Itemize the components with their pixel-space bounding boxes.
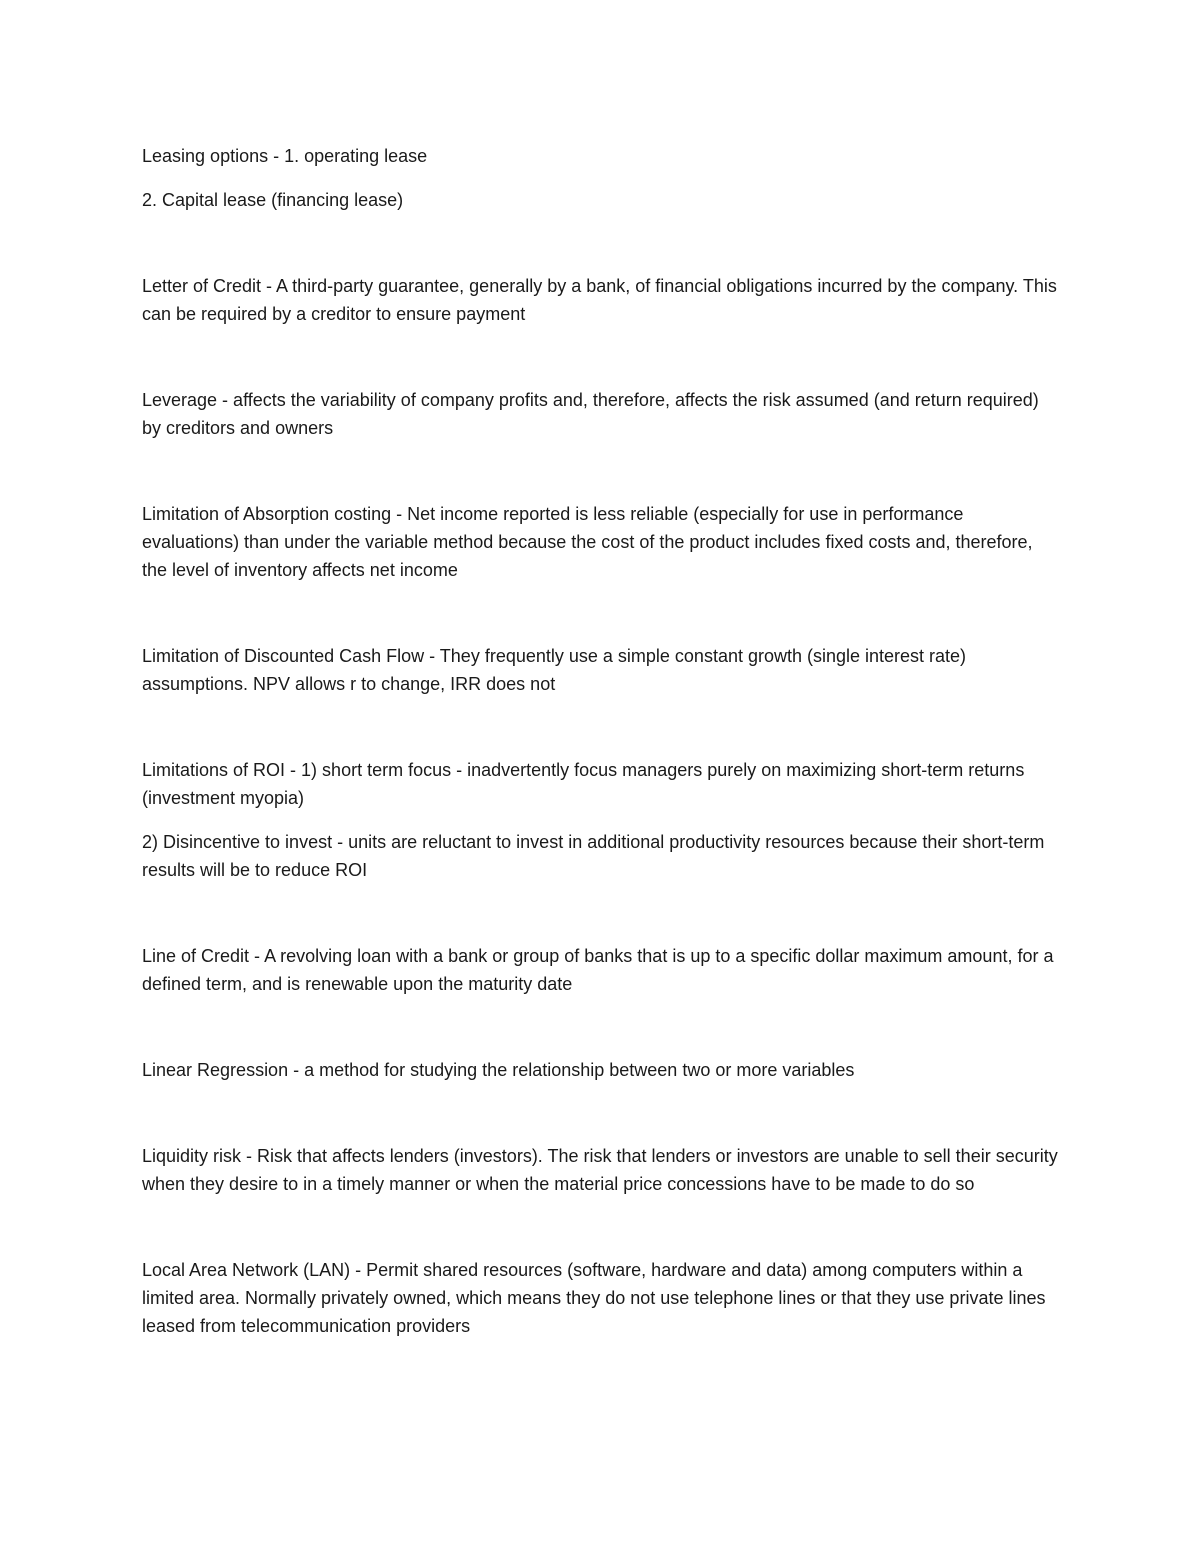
paragraph-limitation-discounted-cash-flow: Limitation of Discounted Cash Flow - They frequently use a simple constant growth (single interest rate) assumptions. NPV allows r to change, IRR does not [142,646,967,694]
paragraph-disincentive-to-invest: 2) Disincentive to invest - units are reluctant to invest in additional productivity resources because their short-term results will be to reduce ROI [142,832,1045,880]
paragraph-letter-of-credit: Letter of Credit - A third-party guarantee, generally by a bank, of financial obligations incurred by the company. This can be required by a creditor to ensure payment [142,276,1057,324]
paragraph-line-of-credit: Line of Credit - A revolving loan with a bank or group of banks that is up to a specific dollar maximum amount, for a defined term, and is renewable upon the maturity date [142,946,1054,994]
paragraph-leasing-options: Leasing options - 1. operating lease [142,146,428,166]
paragraph-leverage: Leverage - affects the variability of company profits and, therefore, affects the risk assumed (and return required) by creditors and owners [142,390,1039,438]
paragraph-limitations-roi: Limitations of ROI - 1) short term focus - inadvertently focus managers purely on maximizing short-term returns (investment myopia) [142,760,1025,808]
paragraph-linear-regression: Linear Regression - a method for studying the relationship between two or more variables [142,1060,855,1080]
paragraph-local-area-network: Local Area Network (LAN) - Permit shared resources (software, hardware and data) among computers within a limited area. Normally privately owned, which means they do not use telephone lines or that they use private lines leased from telecommunication providers [142,1260,1046,1336]
paragraph-limitation-absorption-costing: Limitation of Absorption costing - Net income reported is less reliable (especially for use in performance evaluations) than under the variable method because the cost of the product includes fixed costs and, therefore, the level of inventory affects net income [142,504,1033,580]
paragraph-liquidity-risk: Liquidity risk - Risk that affects lenders (investors). The risk that lenders or investors are unable to sell their security when they desire to in a timely manner or when the material price concessions have to be made to do so [142,1146,1058,1194]
paragraph-capital-lease: 2. Capital lease (financing lease) [142,190,404,210]
document-body [142,142,1062,1340]
